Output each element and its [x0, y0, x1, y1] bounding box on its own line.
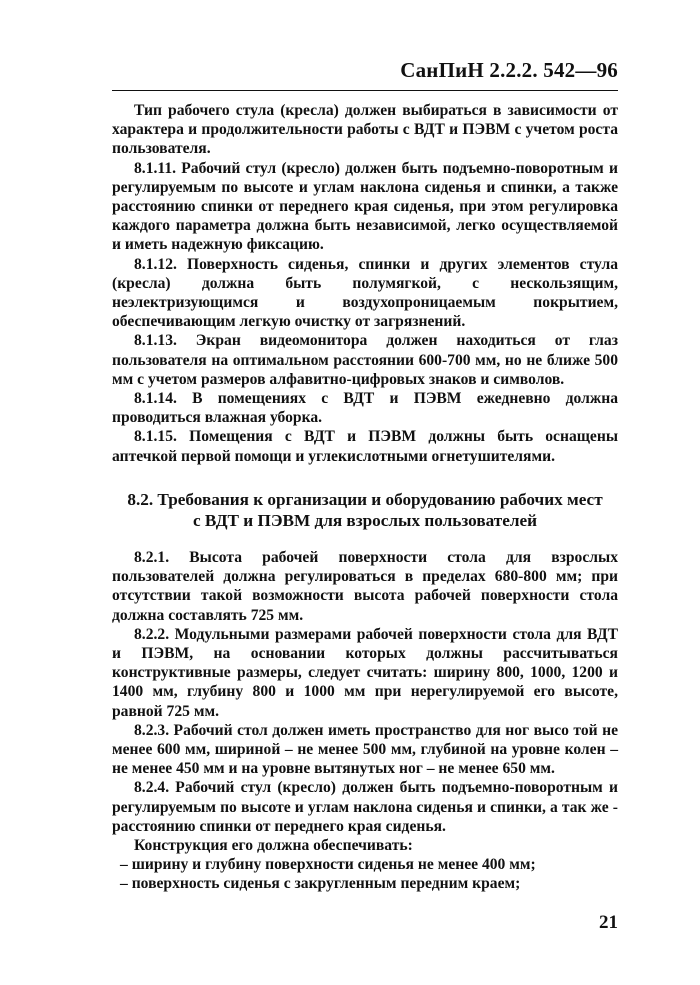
list-item-seat-edge: – поверхность сиденья с закругленным передним краем; [120, 875, 521, 893]
section-heading-line-2: с ВДТ и ПЭВМ для взрослых пользователей [192, 511, 538, 530]
paragraph-8-1-15: 8.1.15. Помещения с ВДТ и ПЭВМ должны быть оснащены аптечкой первой помощи и углекислотными огнетушителями. [112, 428, 618, 465]
paragraph-construction: Конструкция его должна обеспечивать: [134, 837, 413, 855]
paragraph-8-1-13: 8.1.13. Экран видеомонитора должен находиться от глаз пользователя на оптимальном расстоянии 600-700 мм, но не ближе 500 мм с учетом размеров алфавитно-цифровых знаков и символов. [112, 332, 618, 388]
page-number: 21 [599, 912, 618, 933]
list-item-seat-size: – ширину и глубину поверхности сиденья не менее 400 мм; [120, 856, 536, 874]
paragraph-8-2-4: 8.2.4. Рабочий стул (кресло) должен быть подъемно-поворотным и регулируемым по высоте и углам наклона сиденья и спинки, а так же - расстоянию спинки от переднего края сиденья. [112, 779, 618, 835]
paragraph-chair-type: Тип рабочего стула (кресла) должен выбираться в зависимости от характера и продолжительности работы с ВДТ и ПЭВМ с учетом роста пользователя. [112, 102, 618, 158]
paragraph-8-1-12: 8.1.12. Поверхность сиденья, спинки и других элементов стула (кресла) должна быть полумягкой, с нескользящим, неэлектризующимся и воздухопроницаемым покрытием, обеспечивающим легкую очистку от загрязнений. [112, 255, 618, 331]
section-text-block [112, 548, 618, 894]
running-header: СанПиН 2.2.2. 542—96 [400, 58, 618, 82]
paragraph-8-2-1: 8.2.1. Высота рабочей поверхности стола для взрослых пользователей должна регулироваться в пределах 680-800 мм; при отсутствии такой возможности высота рабочей поверхности стола должна составлять 725 мм. [112, 549, 618, 624]
top-text-block [112, 101, 618, 466]
section-heading-line-1: 8.2. Требования к организации и оборудованию рабочих мест [127, 490, 603, 509]
paragraph-8-1-14: 8.1.14. В помещениях с ВДТ и ПЭВМ ежедневно должна проводиться влажная уборка. [112, 390, 618, 427]
section-heading [112, 489, 618, 531]
paragraph-8-2-3: 8.2.3. Рабочий стол должен иметь пространство для ног высо той не менее 600 мм, шириной – не менее 500 мм, глубиной на уровне колен – не менее 450 мм и на уровне вытянутых ног – не менее 650 мм. [112, 721, 618, 778]
paragraph-8-1-11: 8.1.11. Рабочий стул (кресло) должен быть подъемно-поворотным и регулируемым по высоте и углам наклона сиденья и спинки, а также расстоянию спинки от переднего края сиденья, при этом регулировка каждого параметра должна быть независимой, легко осуществляемой и иметь надежную фиксацию. [112, 159, 618, 254]
header-rule [112, 90, 618, 91]
paragraph-8-2-2: 8.2.2. Модульными размерами рабочей поверхности стола для ВДТ и ПЭВМ, на основании которых должны рассчитываться конструктивные размеры, следует считать: ширину 800, 1000, 1200 и 1400 мм, глубину 800 и 1000 мм при нерегулируемой его высоте, равной 725 мм. [112, 625, 618, 720]
